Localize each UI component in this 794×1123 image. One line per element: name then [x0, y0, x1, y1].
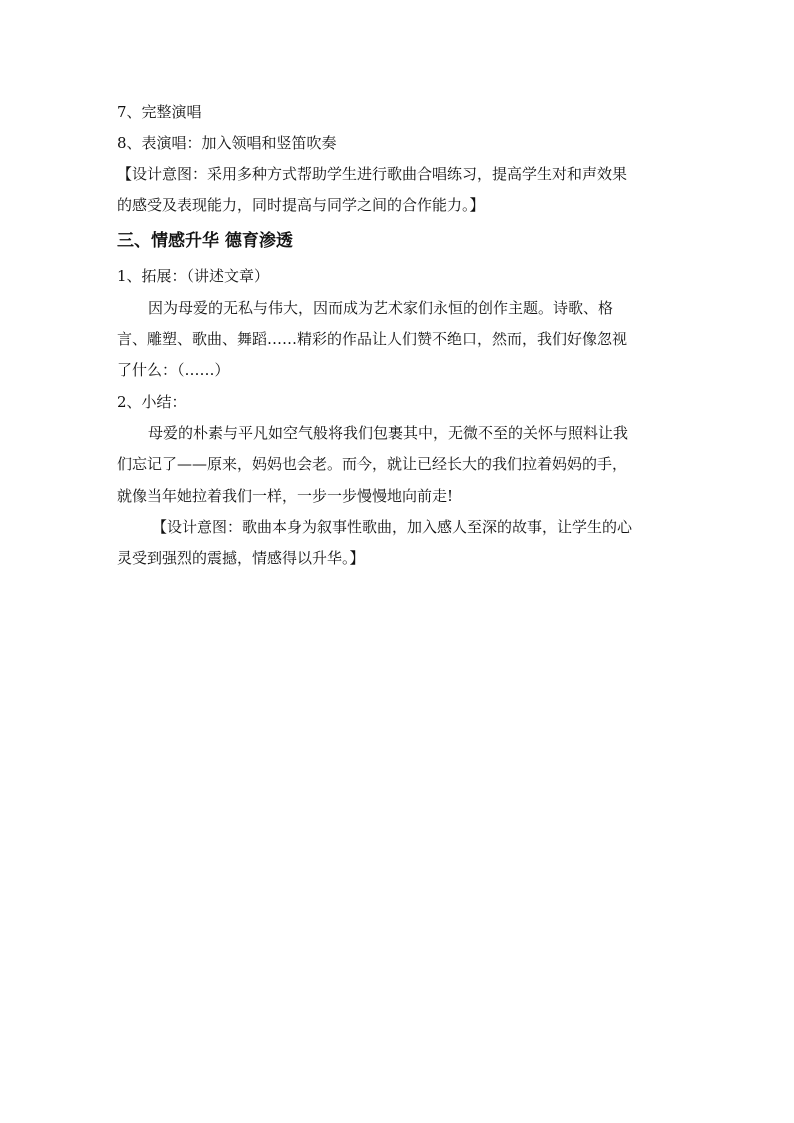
point-1-text-line-1: 因为母爱的无私与伟大，因而成为艺术家们永恒的创作主题。诗歌、格: [148, 299, 614, 317]
design-intent-1-line-2: 的感受及表现能力，同时提高与同学之间的合作能力。】: [117, 196, 485, 214]
point-2-label: 2、小结：: [117, 393, 187, 411]
design-intent-2-line-2: 灵受到强烈的震撼，情感得以升华。】: [117, 549, 365, 567]
point-1-text-line-2: 言、雕塑、歌曲、舞蹈……精彩的作品让人们赞不绝口，然而，我们好像忽视: [117, 330, 628, 348]
point-2-text-line-1: 母爱的朴素与平凡如空气般将我们包裹其中，无微不至的关怀与照料让我: [148, 424, 629, 442]
list-item-7: 7、完整演唱: [117, 103, 202, 121]
point-2-text-line-2: 们忘记了——原来，妈妈也会老。而今，就让已经长大的我们拉着妈妈的手，: [117, 455, 628, 473]
list-item-8: 8、表演唱：加入领唱和竖笛吹奏: [117, 134, 337, 152]
design-intent-1-line-1: 【设计意图：采用多种方式帮助学生进行歌曲合唱练习，提高学生对和声效果: [117, 165, 628, 183]
point-2-text-line-3: 就像当年她拉着我们一样，一步一步慢慢地向前走!: [117, 487, 454, 505]
point-1-label: 1、拓展：（讲述文章）: [117, 267, 270, 285]
section-heading: 三、情感升华 德育渗透: [117, 231, 293, 251]
design-intent-2-line-1: 【设计意图：歌曲本身为叙事性歌曲，加入感人至深的故事，让学生的心: [152, 518, 633, 536]
point-1-text-line-3: 了什么：（……）: [117, 361, 230, 379]
